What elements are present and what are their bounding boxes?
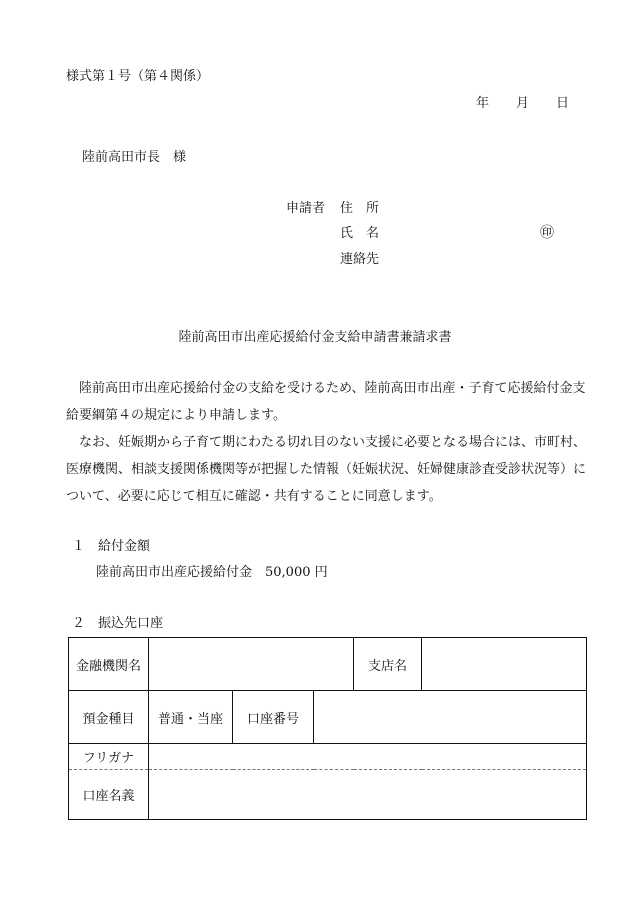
date-day-label: 日: [556, 96, 570, 111]
section1-heading: １ 給付金額: [72, 539, 151, 554]
body-paragraph-1: 陸前高田市出産応援給付金の支給を受けるため、陸前高田市出産・子育て応援給付金支給要綱第４の規定により申請します。: [66, 381, 586, 423]
bank-name-field[interactable]: [149, 638, 354, 691]
account-holder-field[interactable]: [149, 770, 587, 820]
account-number-field[interactable]: [314, 691, 587, 744]
account-number-label: 口座番号: [233, 691, 314, 744]
document-title: 陸前高田市出産応援給付金支給申請書兼請求書: [178, 330, 452, 345]
applicant-label: 申請者: [286, 201, 326, 216]
name-label: 氏 名: [340, 226, 380, 241]
branch-field[interactable]: [422, 638, 587, 691]
furigana-field[interactable]: [149, 744, 587, 770]
bank-account-table: [68, 637, 587, 820]
section2-heading: ２ 振込先口座: [72, 616, 164, 631]
account-holder-label: 口座名義: [69, 770, 149, 820]
addressee: 陸前高田市長 様: [82, 150, 187, 165]
address-label: 住 所: [340, 201, 380, 216]
deposit-type-label: 預金種目: [69, 691, 149, 744]
form-number: 様式第１号（第４関係）: [66, 69, 210, 84]
body-paragraph-2: なお、妊娠期から子育て期にわたる切れ目のない支援に必要となる場合には、市町村、医療機関、相談支援関係機関等が把握した情報（妊娠状況、妊婦健康診査受診状況等）について、必要に応じて相互に確認・共有することに同意します。: [66, 435, 587, 504]
benefit-amount: 陸前高田市出産応援給付金 50,000 円: [96, 565, 328, 580]
date-month-label: 月: [516, 96, 530, 111]
contact-label: 連絡先: [340, 252, 380, 267]
date-year-label: 年: [476, 96, 490, 111]
seal-mark: ㊞: [540, 225, 554, 241]
deposit-type-value[interactable]: 普通・当座: [149, 691, 233, 744]
furigana-label: フリガナ: [69, 744, 149, 770]
bank-name-label: 金融機関名: [69, 638, 149, 691]
branch-label: 支店名: [354, 638, 422, 691]
